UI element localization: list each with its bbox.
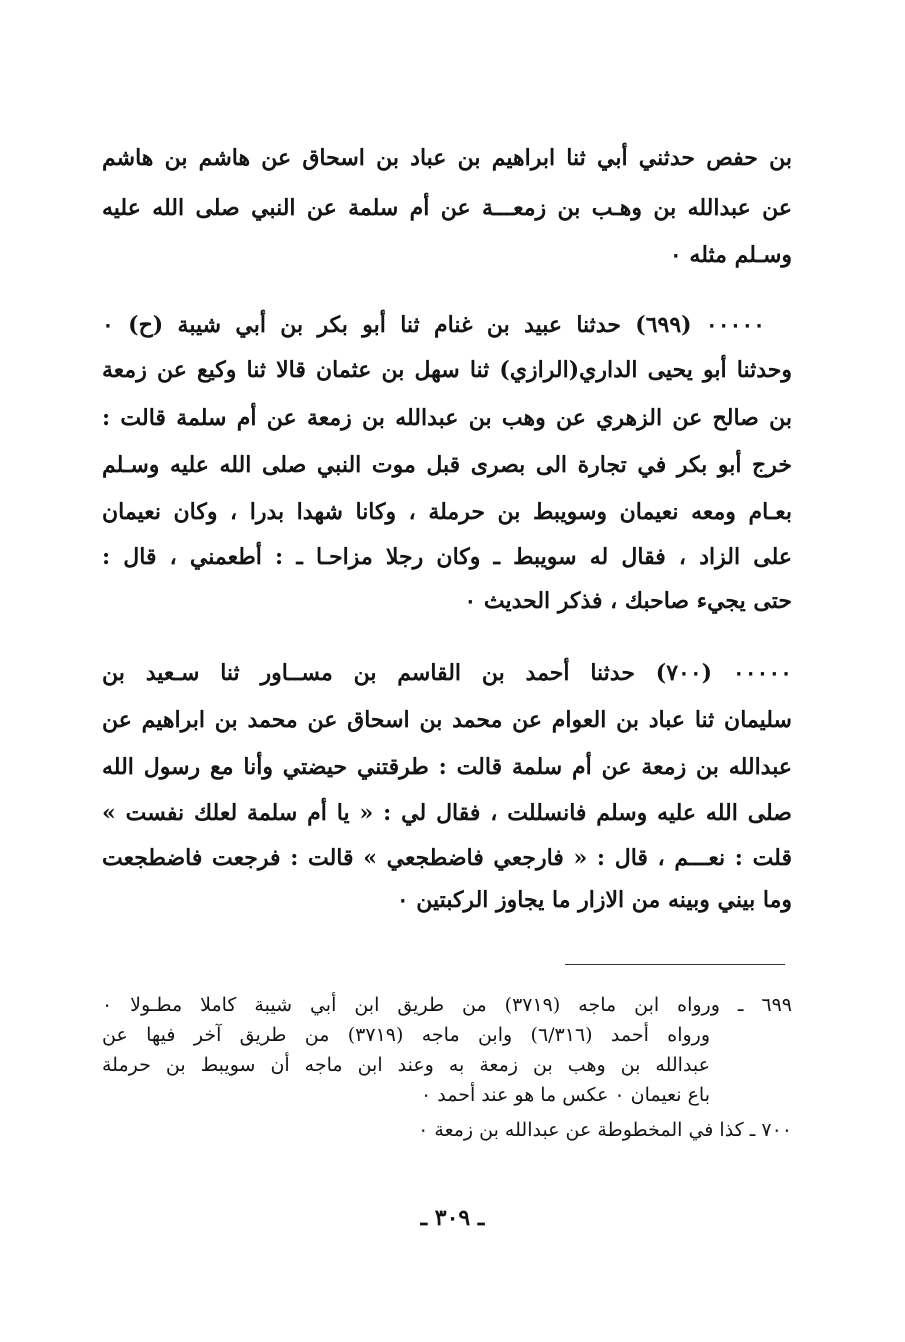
footnote-700: ٧٠٠ ـ كذا في المخطوطة عن عبدالله بن زمعة ٠	[418, 1119, 792, 1141]
footnote-699-line-1: ٦٩٩ ـ ورواه ابن ماجه (٣٧١٩) من طريق ابن أبي شيبة كاملا مطـولا ٠	[102, 994, 792, 1016]
paragraph-2-line-7: حتى يجيء صاحبك ، فذكر الحديث ٠	[464, 588, 792, 614]
paragraph-2-line-4: خرج أبو بكر في تجارة الى بصرى قبل موت النبي صلى الله عليه وسـلم	[102, 452, 792, 478]
paragraph-2-line-5: بعـام ومعه نعيمان وسويبط بن حرملة ، وكانا شهدا بدرا ، وكان نعيمان	[102, 499, 792, 525]
paragraph-2-line-3: بن صالح عن الزهري عن وهب بن عبدالله بن زمعة عن أم سلمة قالت :	[102, 405, 792, 431]
paragraph-3-line-5: قلت : نعـــم ، قال : « فارجعي فاضطجعي » قالت : فرجعت فاضطجعت	[102, 845, 792, 871]
paragraph-2-line-2: وحدثنا أبو يحيى الداري(الرازي) ثنا سهل بن عثمان قالا ثنا وكيع عن زمعة	[102, 357, 792, 383]
paragraph-1-line-2: عن عبدالله بن وهـب بن زمعـــة عن أم سلمة عن النبي صلى الله عليه	[102, 195, 792, 221]
footnote-699-line-3: عبدالله بن وهب بن زمعة به وعند ابن ماجه أن سويبط بن حرملة	[102, 1054, 710, 1076]
paragraph-3-line-3: عبدالله بن زمعة عن أم سلمة قالت : طرقتني حيضتي وأنا مع رسول الله	[102, 754, 792, 780]
paragraph-3-line-4: صلى الله عليه وسلم فانسللت ، فقال لي : « يا أم سلمة لعلك نفست »	[102, 800, 792, 826]
footnote-separator	[565, 964, 785, 965]
page-number: ـ ٣٠٩ ـ	[420, 1205, 485, 1231]
hadith-699-heading: ٠٠٠٠٠ (٦٩٩) حدثنا عبيد بن غنام ثنا أبو بكر بن أبي شيبة (ح) ٠	[102, 312, 765, 338]
paragraph-3-line-6: وما بيني وبينه من الازار ما يجاوز الركبتين ٠	[396, 887, 792, 913]
footnote-699-line-4: باع نعيمان ٠ عكس ما هو عند أحمد ٠	[421, 1084, 710, 1106]
paragraph-2-line-6: على الزاد ، فقال له سويبط ـ وكان رجلا مزاحـا ـ : أطعمني ، قال :	[102, 544, 792, 570]
footnote-699-line-2: ورواه أحمد (٦/٣١٦) وابن ماجه (٣٧١٩) من طريق آخر فيها عن	[102, 1024, 710, 1046]
hadith-700-heading: ٠٠٠٠٠ (٧٠٠) حدثنا أحمد بن القاسم بن مســاور ثنا سـعيد بن	[102, 660, 792, 686]
paragraph-1-line-1: بن حفص حدثني أبي ثنا ابراهيم بن عباد بن اسحاق عن هاشم بن هاشم	[102, 145, 792, 171]
paragraph-1-line-3: وسـلم مثله ٠	[669, 242, 792, 268]
paragraph-3-line-2: سليمان ثنا عباد بن العوام عن محمد بن اسحاق عن محمد بن ابراهيم عن	[102, 707, 792, 733]
